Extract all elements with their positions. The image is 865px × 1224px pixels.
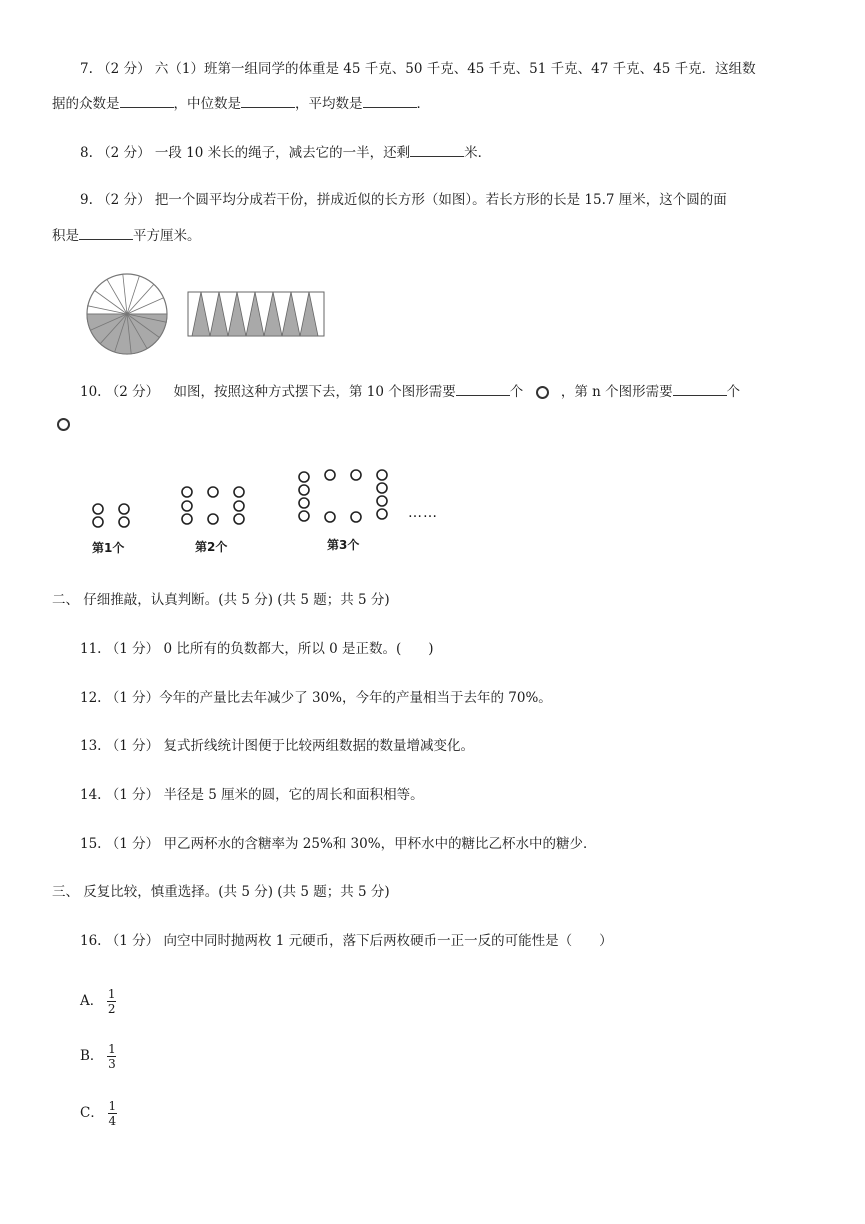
question-8 xyxy=(80,142,491,163)
question-14 xyxy=(80,785,424,805)
pattern-figure-2 xyxy=(182,487,244,524)
continuation-ellipsis: …… xyxy=(408,505,438,521)
question-score: （1 分） xyxy=(105,787,160,803)
answer-blank[interactable] xyxy=(120,93,174,108)
question-text: ． xyxy=(416,96,430,112)
answer-blank[interactable] xyxy=(673,381,727,396)
answer-blank[interactable] xyxy=(79,225,133,240)
question-number: 15. xyxy=(80,836,102,852)
question-text: 如图，按照这种方式摆下去，第 10 个图形需要 xyxy=(173,384,456,400)
question-text: 把一个圆平均分成若干份，拼成近似的长方形（如图）。若长方形的长是 15.7 厘米，这个圆的面 xyxy=(154,192,727,208)
question-text: ，第 n 个图形需要 xyxy=(560,384,673,400)
question-text: 一段 10 米长的绳子，减去它的一半，还剩 xyxy=(154,145,411,161)
question-9-line-2 xyxy=(52,225,201,246)
question-text: 今年的产量比去年减少了 30%，今年的产量相当于去年的 70%。 xyxy=(159,690,552,706)
question-16 xyxy=(80,931,613,951)
circle-icon xyxy=(536,386,549,399)
question-score: （2 分） xyxy=(105,384,160,400)
circle-to-rectangle-figure xyxy=(85,272,330,357)
question-10-line-1 xyxy=(80,381,740,402)
fraction-numerator: 1 xyxy=(107,987,116,1001)
question-score: （1 分） xyxy=(105,836,160,852)
question-text: 复式折线统计图便于比较两组数据的数量增减变化。 xyxy=(163,738,474,754)
fraction-denominator: 3 xyxy=(108,1057,116,1071)
question-text: ，中位数是 xyxy=(173,96,241,112)
fraction-denominator: 4 xyxy=(108,1114,117,1128)
section-2-title: 二、 仔细推敲，认真判断。(共 5 分) (共 5 题；共 5 分) xyxy=(52,592,390,608)
fraction xyxy=(107,1043,116,1070)
question-number: 10. xyxy=(80,384,102,400)
question-score: （1 分） xyxy=(105,738,160,754)
question-text: 个 xyxy=(509,384,524,400)
question-11 xyxy=(80,639,434,659)
circle-pattern-figure xyxy=(85,462,455,558)
question-number: 8. xyxy=(80,145,93,161)
pattern-figure-3 xyxy=(299,470,387,522)
figure-label-1: 第1个 xyxy=(92,541,125,555)
circle-icon xyxy=(57,418,70,431)
question-7-line-1 xyxy=(80,59,756,79)
question-number: 11. xyxy=(80,641,102,657)
question-12 xyxy=(80,688,552,708)
question-text: 据的众数是 xyxy=(52,96,120,112)
option-c[interactable] xyxy=(80,1100,117,1127)
option-label: A． xyxy=(80,993,104,1009)
question-score: （1 分） xyxy=(105,690,160,706)
question-score: （2 分） xyxy=(97,192,151,208)
question-text: 0 比所有的负数都大，所以 0 是正数。( ) xyxy=(163,641,434,657)
question-number: 14. xyxy=(80,787,102,803)
figure-label-3: 第3个 xyxy=(327,538,360,552)
answer-blank[interactable] xyxy=(456,381,510,396)
question-13 xyxy=(80,736,474,756)
question-number: 9. xyxy=(80,192,93,208)
question-text: 半径是 5 厘米的圆，它的周长和面积相等。 xyxy=(163,787,424,803)
question-9-line-1 xyxy=(80,190,727,210)
answer-blank[interactable] xyxy=(410,142,464,157)
question-score: （1 分） xyxy=(105,933,160,949)
question-number: 12. xyxy=(80,690,102,706)
question-text: 米． xyxy=(464,145,492,161)
question-score: （1 分） xyxy=(105,641,160,657)
question-text: 平方厘米。 xyxy=(133,228,201,244)
question-number: 7. xyxy=(80,61,93,77)
section-3-title: 三、 反复比较，慎重选择。(共 5 分) (共 5 题；共 5 分) xyxy=(52,884,390,900)
fraction xyxy=(107,988,116,1015)
question-text: 个 xyxy=(726,384,741,400)
question-number: 16. xyxy=(80,933,102,949)
option-label: C． xyxy=(80,1105,104,1121)
answer-blank[interactable] xyxy=(241,93,295,108)
option-a[interactable] xyxy=(80,988,116,1015)
answer-blank[interactable] xyxy=(363,93,417,108)
approximate-rectangle xyxy=(188,292,324,336)
fraction-numerator: 1 xyxy=(108,1099,117,1113)
question-score: （2 分） xyxy=(97,61,151,77)
fraction xyxy=(108,1100,117,1127)
question-7-line-2 xyxy=(52,93,430,114)
fraction-denominator: 2 xyxy=(107,1002,116,1016)
question-text: 积是 xyxy=(52,228,79,244)
pattern-figure-1 xyxy=(93,504,129,527)
option-label: B． xyxy=(80,1048,104,1064)
question-text: 甲乙两杯水的含糖率为 25%和 30%，甲杯水中的糖比乙杯水中的糖少． xyxy=(163,836,597,852)
question-text: 向空中同时抛两枚 1 元硬币，落下后两枚硬币一正一反的可能性是（ ） xyxy=(163,933,613,949)
divided-circle xyxy=(87,274,167,354)
question-text: 六（1）班第一组同学的体重是 45 千克、50 千克、45 千克、51 千克、47 千克、45 千克．这组数 xyxy=(154,61,756,77)
question-15 xyxy=(80,834,597,854)
question-score: （2 分） xyxy=(97,145,151,161)
fraction-numerator: 1 xyxy=(108,1042,116,1056)
figure-label-2: 第2个 xyxy=(195,540,228,554)
option-b[interactable] xyxy=(80,1043,116,1070)
question-number: 13. xyxy=(80,738,102,754)
question-text: ，平均数是 xyxy=(295,96,363,112)
